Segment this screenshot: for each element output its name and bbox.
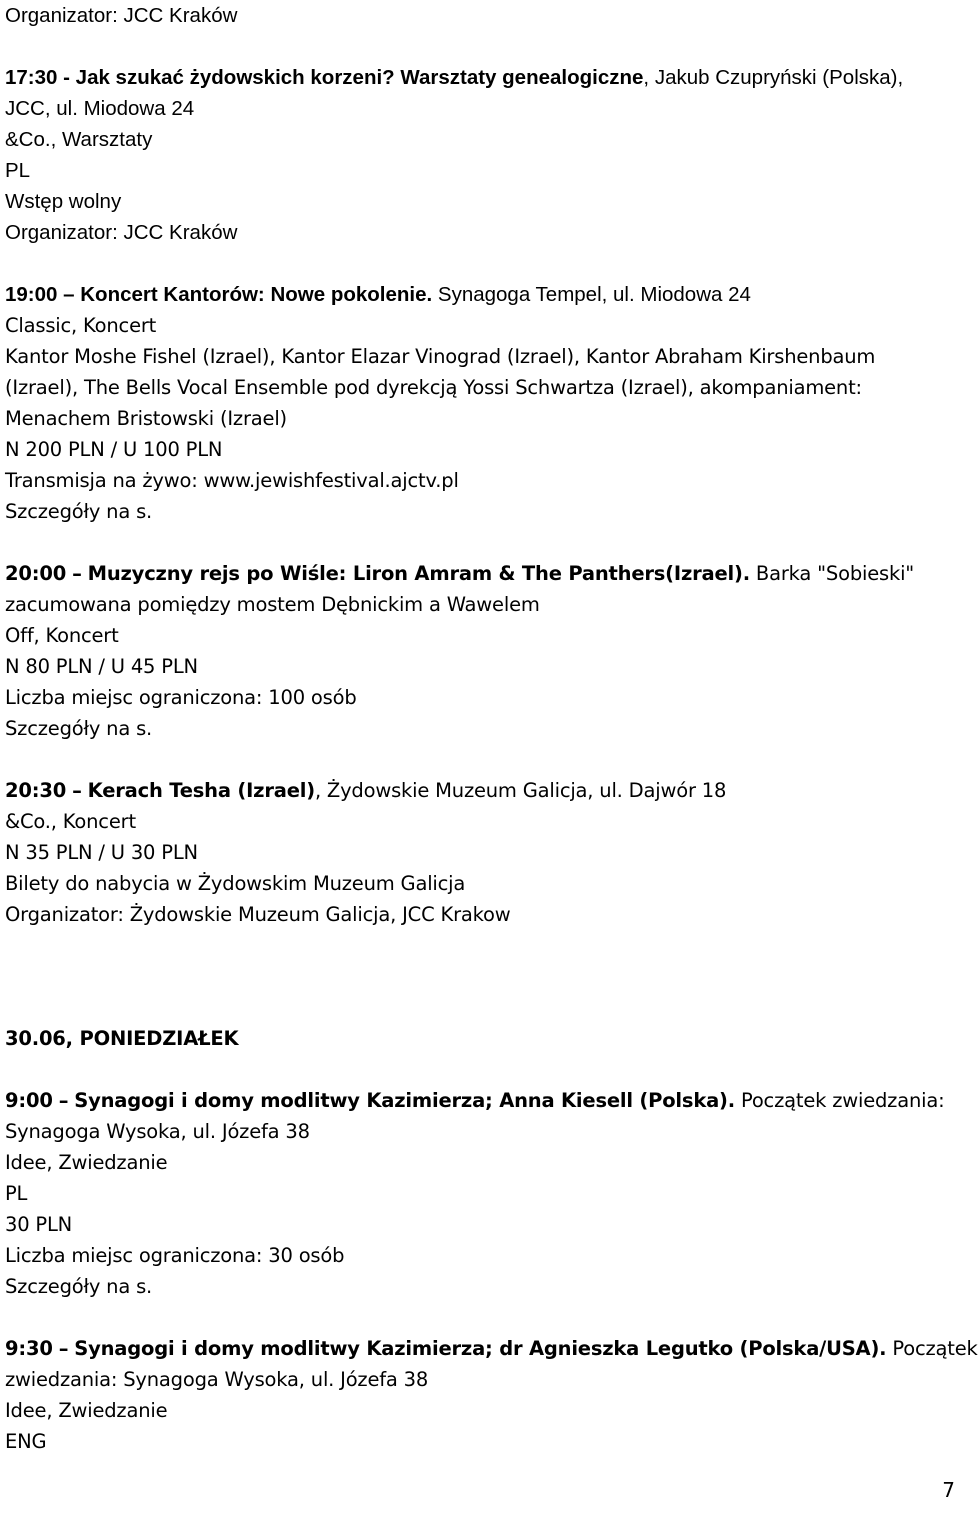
event-1730-category: &Co., Warsztaty <box>5 128 153 151</box>
event-venue: Synagoga Tempel, ul. Miodowa 24 <box>432 283 751 306</box>
event-0900-details: Szczegóły na s. <box>5 1275 153 1298</box>
event-2000-capacity: Liczba miejsc ograniczona: 100 osób <box>5 686 357 709</box>
event-title: Synagogi i domy modlitwy Kazimierza; dr Agnieszka Legutko (Polska/USA). <box>74 1337 887 1360</box>
event-1900-title-line <box>5 279 955 310</box>
event-time: 17:30 <box>5 66 58 89</box>
event-0900-language: PL <box>5 1182 28 1205</box>
event-title: Koncert Kantorów: Nowe pokolenie. <box>80 283 433 306</box>
event-2030-price: N 35 PLN / U 30 PLN <box>5 841 198 864</box>
event-time: 20:30 <box>5 779 67 802</box>
event-1730-price: Wstęp wolny <box>5 190 122 213</box>
event-0900-category: Idee, Zwiedzanie <box>5 1151 168 1174</box>
event-2030-title-line <box>5 775 955 806</box>
event-dash: – <box>72 562 82 585</box>
event-0900-title-line <box>5 1085 955 1116</box>
event-time: 19:00 <box>5 283 58 306</box>
event-2030-organizer: Organizator: Żydowskie Muzeum Galicja, JCC Krakow <box>5 903 511 926</box>
event-2030-category: &Co., Koncert <box>5 810 136 833</box>
event-1730-title-line <box>5 62 955 93</box>
document-page <box>5 0 978 1457</box>
event-0900-start: Synagoga Wysoka, ul. Józefa 38 <box>5 1120 310 1143</box>
event-details: , Jakub Czupryński (Polska), <box>643 66 904 89</box>
page-number: 7 <box>942 1478 955 1502</box>
event-1900-performers: (Izrael), The Bells Vocal Ensemble pod dyrekcją Yossi Schwartza (Izrael), akompaniament: <box>5 376 862 399</box>
event-start: Początek zwiedzania: <box>734 1089 945 1112</box>
event-0900-price: 30 PLN <box>5 1213 73 1236</box>
event-venue: , Żydowskie Muzeum Galicja, ul. Dajwór 18 <box>314 779 727 802</box>
event-title: Synagogi i domy modlitwy Kazimierza; Anna Kiesell (Polska). <box>74 1089 735 1112</box>
event-0930-title-line <box>5 1333 978 1364</box>
event-1730-language: PL <box>5 159 31 182</box>
event-0900-capacity: Liczba miejsc ograniczona: 30 osób <box>5 1244 345 1267</box>
day-heading: 30.06, PONIEDZIAŁEK <box>5 1027 239 1050</box>
event-0930-category: Idee, Zwiedzanie <box>5 1399 168 1422</box>
event-1900-details: Szczegóły na s. <box>5 500 153 523</box>
event-1900-performers: Kantor Moshe Fishel (Izrael), Kantor Elazar Vinograd (Izrael), Kantor Abraham Kirshenbaum <box>5 345 876 368</box>
event-2000-title-line <box>5 558 955 589</box>
event-2000-category: Off, Koncert <box>5 624 119 647</box>
event-2000-price: N 80 PLN / U 45 PLN <box>5 655 198 678</box>
event-0930-language: ENG <box>5 1430 47 1453</box>
event-1900-performers: Menachem Bristowski (Izrael) <box>5 407 287 430</box>
event-dash: – <box>63 283 75 306</box>
event-0930-start: zwiedzania: Synagoga Wysoka, ul. Józefa 38 <box>5 1368 429 1391</box>
event-dash: – <box>58 1337 69 1360</box>
event-time: 9:00 <box>5 1089 53 1112</box>
event-venue: Barka "Sobieski" <box>749 562 915 585</box>
event-time: 9:30 <box>5 1337 53 1360</box>
event-2000-venue: zacumowana pomiędzy mostem Dębnickim a Wawelem <box>5 593 540 616</box>
event-1730-organizer: Organizator: JCC Kraków <box>5 221 238 244</box>
organizer-line: Organizator: JCC Kraków <box>5 4 238 27</box>
event-title: Kerach Tesha (Izrael) <box>87 779 315 802</box>
event-title: Muzyczny rejs po Wiśle: Liron Amram & The Panthers(Izrael). <box>87 562 750 585</box>
event-1900-price: N 200 PLN / U 100 PLN <box>5 438 223 461</box>
event-1730-venue: JCC, ul. Miodowa 24 <box>5 97 195 120</box>
event-dash: – <box>72 779 82 802</box>
event-2030-tickets: Bilety do nabycia w Żydowskim Muzeum Galicja <box>5 872 466 895</box>
event-2000-details: Szczegóły na s. <box>5 717 153 740</box>
event-dash: – <box>58 1089 69 1112</box>
event-title: - Jak szukać żydowskich korzeni? Warsztaty genealogiczne <box>63 66 644 89</box>
event-time: 20:00 <box>5 562 67 585</box>
event-1900-category: Classic, Koncert <box>5 314 157 337</box>
event-start: Początek <box>886 1337 978 1360</box>
event-1900-broadcast: Transmisja na żywo: www.jewishfestival.ajctv.pl <box>5 469 459 492</box>
